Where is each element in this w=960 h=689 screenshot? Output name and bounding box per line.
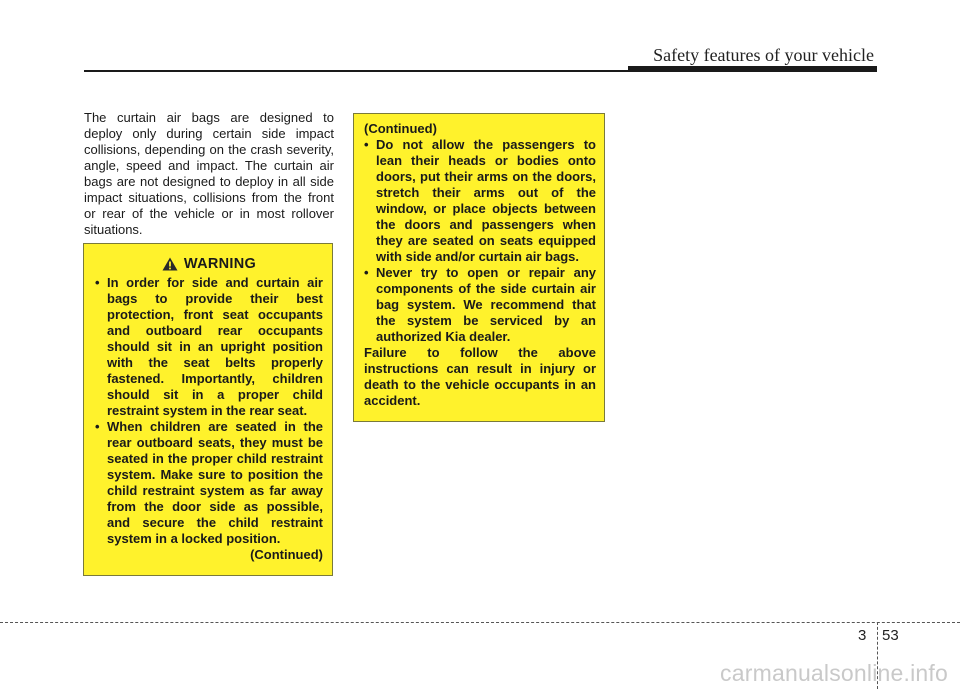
continued-bullet-text: Never try to open or repair any components of the side curtain air bag system. We recommend that the system be serviced by an authorized Kia dealer. bbox=[376, 265, 596, 344]
warning-bullet-text: When children are seated in the rear outboard seats, they must be seated in the proper child restraint system. Make sure to position the child restraint system as far away from the door side as possible, and secure the child restraint system in a locked position. bbox=[107, 419, 323, 546]
warning-triangle-icon bbox=[162, 257, 178, 271]
continued-bullet: • Never try to open or repair any components of the side curtain air bag system. We recommend that the system be serviced by an authorized Kia dealer. bbox=[364, 265, 596, 344]
page-header-title: Safety features of your vehicle bbox=[653, 45, 874, 65]
header-rule-accent bbox=[628, 66, 877, 72]
continued-label: (Continued) bbox=[364, 121, 437, 136]
continued-bullet-text: Do not allow the passengers to lean their heads or bodies onto doors, put their arms on the doors, stretch their arms out of the window, or place objects between the doors and passengers when they are seated on seats equipped with side and/or curtain air bags. bbox=[376, 137, 596, 264]
warning-heading bbox=[95, 256, 323, 272]
warning-bullet: • In order for side and curtain air bags to provide their best protection, front seat occupants and outboard rear occupants should sit in an upright position with the seat belts properly fastened. Importantly, children should sit in a proper child restraint system in the rear seat. bbox=[95, 275, 323, 418]
warning-box bbox=[83, 243, 333, 576]
continued-bullet: • Do not allow the passengers to lean their heads or bodies onto doors, put their arms on the doors, stretch their arms out of the window, or place objects between the doors and passengers when they are seated on seats equipped with side and/or curtain air bags. bbox=[364, 137, 596, 264]
page-number: 53 bbox=[882, 627, 899, 644]
warning-heading-text: WARNING bbox=[183, 256, 257, 272]
warning-bullet-text: In order for side and curtain air bags to provide their best protection, front seat occupants and outboard rear occupants should sit in an upright position with the seat belts properly fastened. Importantly, children should sit in a proper child restraint system in the rear seat. bbox=[107, 275, 323, 418]
page-chapter: 3 bbox=[858, 627, 867, 644]
intro-paragraph: The curtain air bags are designed to deploy only during certain side impact collisions, depending on the crash severity, angle, speed and impact. The curtain air bags are not designed to deploy in all side impact situations, collisions from the front or rear of the vehicle or in most rollover situations. bbox=[84, 110, 334, 237]
continued-footer-text: Failure to follow the above instructions can result in injury or death to the vehicle occupants in an accident. bbox=[364, 345, 596, 408]
watermark: carmanualsonline.info bbox=[720, 660, 948, 686]
warning-bullet: • When children are seated in the rear outboard seats, they must be seated in the proper child restraint system. Make sure to position the child restraint system as far away from the door side as possible, and secure the child restraint system in a locked position. bbox=[95, 419, 323, 546]
continued-box bbox=[353, 113, 605, 422]
footer-dashed-rule bbox=[0, 622, 960, 623]
warning-continued-label: (Continued) bbox=[250, 547, 323, 562]
